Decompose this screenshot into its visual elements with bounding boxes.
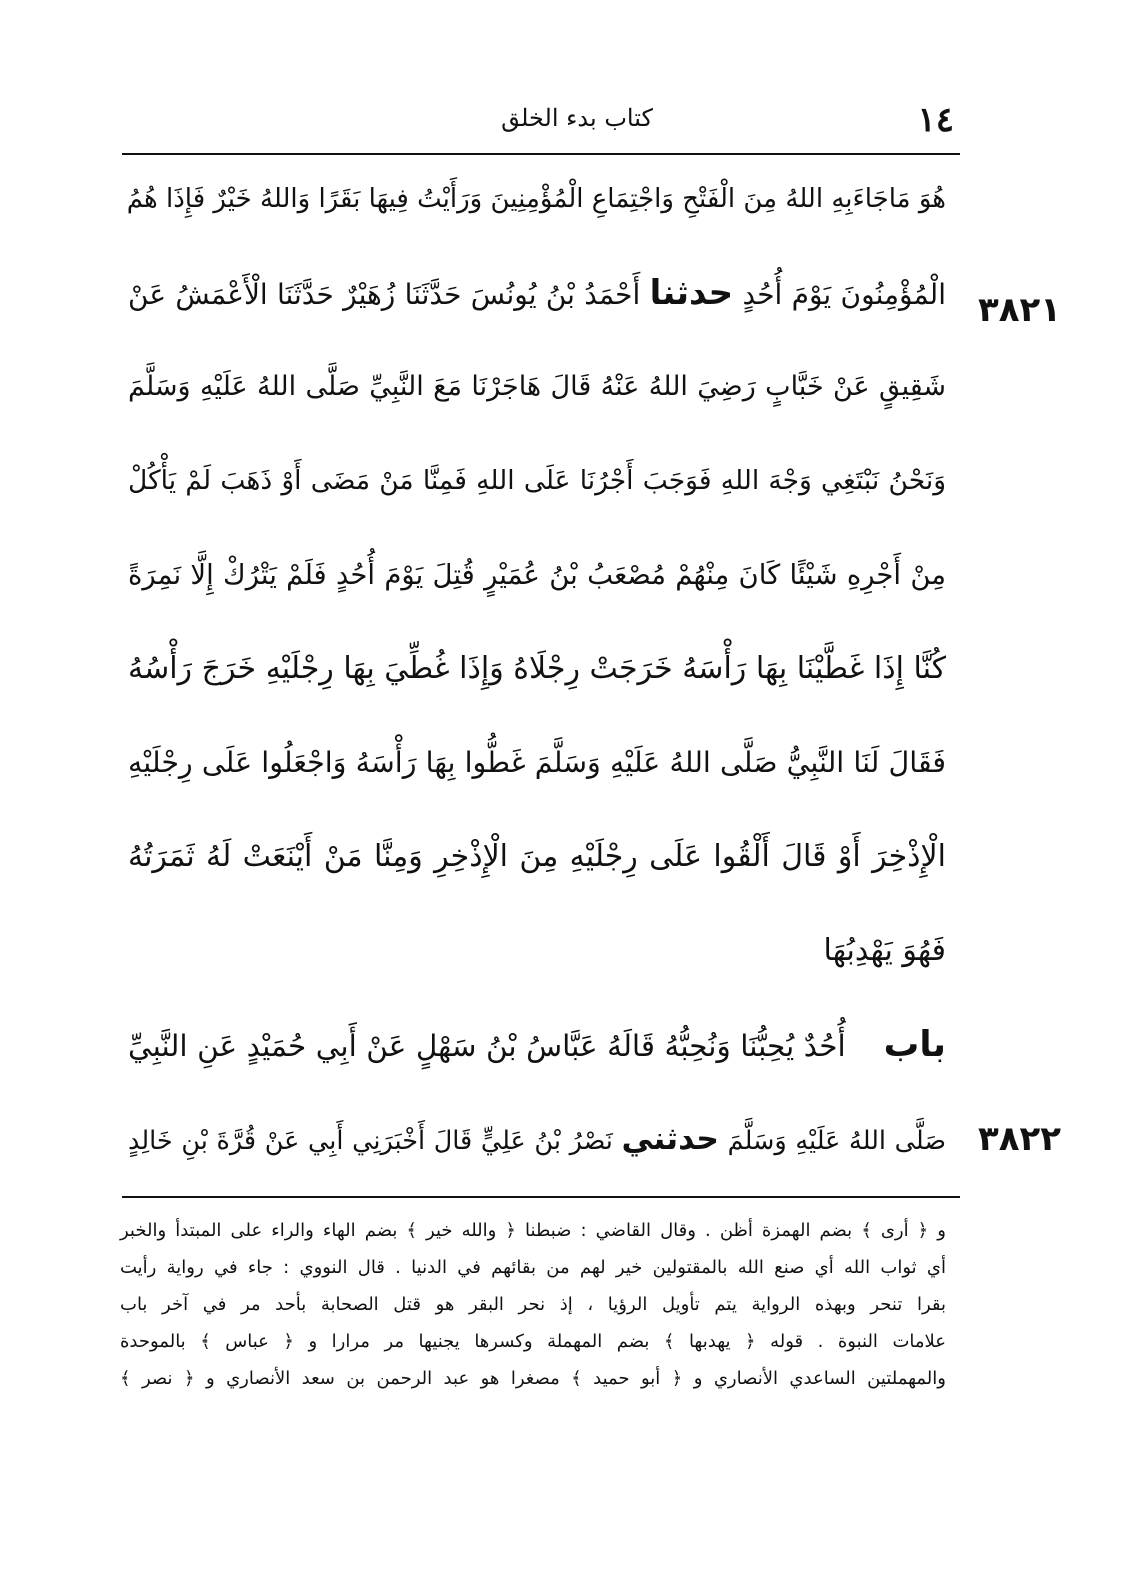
hadith-number: ٣٨٢١ <box>978 290 1062 330</box>
chapter-title: كتاب بدء الخلق <box>501 104 653 132</box>
text-line <box>128 257 946 351</box>
text-segment: أُحُدٌ يُحِبُّنَا وَنُحِبُّهُ قَالَهُ عَبَّاسُ بْنُ سَهْلٍ عَنْ أَبِي حُمَيْدٍ عَنِ النَّبِيِّ <box>128 1029 846 1063</box>
text-line: فَهُوَ يَهْدِبُهَا <box>823 933 946 968</box>
bab-heading: باب <box>883 1024 946 1065</box>
text-line <box>128 1103 946 1197</box>
page-header <box>122 100 960 150</box>
text-line: شَقِيقٍ عَنْ خَبَّابٍ رَضِيَ اللهُ عَنْهُ قَالَ هَاجَرْنَا مَعَ النَّبِيِّ صَلَّى اللهُ عَلَيْهِ وَسَلَّمَ <box>128 371 946 402</box>
text-segment: أَحْمَدُ بْنُ يُونُسَ حَدَّثَنَا زُهَيْرٌ حَدَّثَنَا الْأَعْمَشُ عَنْ <box>128 278 650 311</box>
footnote-line: علامات النبوة . قوله ﴿ يهدبها ﴾ بضم المهملة وكسرها يجنيها مر مرارا و ﴿ عباس ﴾ بالموحدة <box>120 1331 946 1352</box>
haddathani-keyword: حدثني <box>621 1121 719 1157</box>
footnote-line: والمهملتين الساعدي الأنصاري و ﴿ أبو حميد ﴾ مصغرا هو عبد الرحمن بن سعد الأنصاري و ﴿ نصر ﴾ <box>120 1368 946 1389</box>
haddathana-keyword: حدثنا <box>649 273 734 313</box>
footnotes <box>120 1212 946 1397</box>
text-line: فَقَالَ لَنَا النَّبِيُّ صَلَّى اللهُ عَلَيْهِ وَسَلَّمَ غَطُّوا بِهَا رَأْسَهُ وَاجْعَلُوا عَلَى رِجْلَيْهِ <box>128 746 946 779</box>
text-line: هُوَ مَاجَاءَبِهِ اللهُ مِنَ الْفَتْحِ وَاجْتِمَاعِ الْمُؤْمِنِينَ وَرَأَيْتُ فِيهَا بَقَرًا وَاللهُ خَيْرٌ فَإِذَا هُمُ <box>126 184 946 214</box>
text-line: كُنَّا إِذَا غَطَّيْنَا بِهَا رَأْسَهُ خَرَجَتْ رِجْلَاهُ وَإِذَا غُطِّيَ بِهَا رِجْلَيْهِ خَرَجَ رَأْسُهُ <box>128 651 946 686</box>
chapter-heading-line <box>128 1009 946 1103</box>
footnote-divider <box>122 1196 960 1198</box>
footnote-line: بقرا تنحر وبهذه الرواية يتم تأويل الرؤيا ، إذ نحر البقر هو قتل الصحابة بأحد مر في آخر باب <box>120 1294 946 1315</box>
text-line: الْإِذْخِرَ أَوْ قَالَ أَلْقُوا عَلَى رِجْلَيْهِ مِنَ الْإِذْخِرِ وَمِنَّا مَنْ أَيْنَعَتْ لَهُ ثَمَرَتُهُ <box>128 839 946 874</box>
main-text <box>128 163 946 1197</box>
header-divider <box>122 153 960 155</box>
text-line: مِنْ أَجْرِهِ شَيْئًا كَانَ مِنْهُمْ مُصْعَبُ بْنُ عُمَيْرٍ قُتِلَ يَوْمَ أُحُدٍ فَلَمْ يَتْرُكْ إِلَّا نَمِرَةً <box>128 559 946 591</box>
text-segment: الْمُؤْمِنُونَ يَوْمَ أُحُدٍ <box>733 278 946 311</box>
text-segment: صَلَّى اللهُ عَلَيْهِ وَسَلَّمَ <box>718 1126 946 1156</box>
footnote-line: و ﴿ أرى ﴾ بضم الهمزة أظن . وقال القاضي : ضبطنا ﴿ والله خير ﴾ بضم الهاء والراء على المبتدأ والخبر <box>120 1220 946 1241</box>
text-segment: نَصْرُ بْنُ عَلِيٍّ قَالَ أَخْبَرَنِي أَبِي عَنْ قُرَّةَ بْنِ خَالِدٍ <box>128 1126 622 1156</box>
footnote-line: أي ثواب الله أي صنع الله بالمقتولين خير لهم من بقائهم في الدنيا . قال النووي : جاء في رواية رأيت <box>120 1257 946 1278</box>
text-line: وَنَحْنُ نَبْتَغِي وَجْهَ اللهِ فَوَجَبَ أَجْرُنَا عَلَى اللهِ فَمِنَّا مَنْ مَضَى أَوْ ذَهَبَ لَمْ يَأْكُلْ <box>128 465 946 496</box>
hadith-number: ٣٨٢٢ <box>978 1119 1062 1159</box>
page-number: ١٤ <box>917 100 954 140</box>
